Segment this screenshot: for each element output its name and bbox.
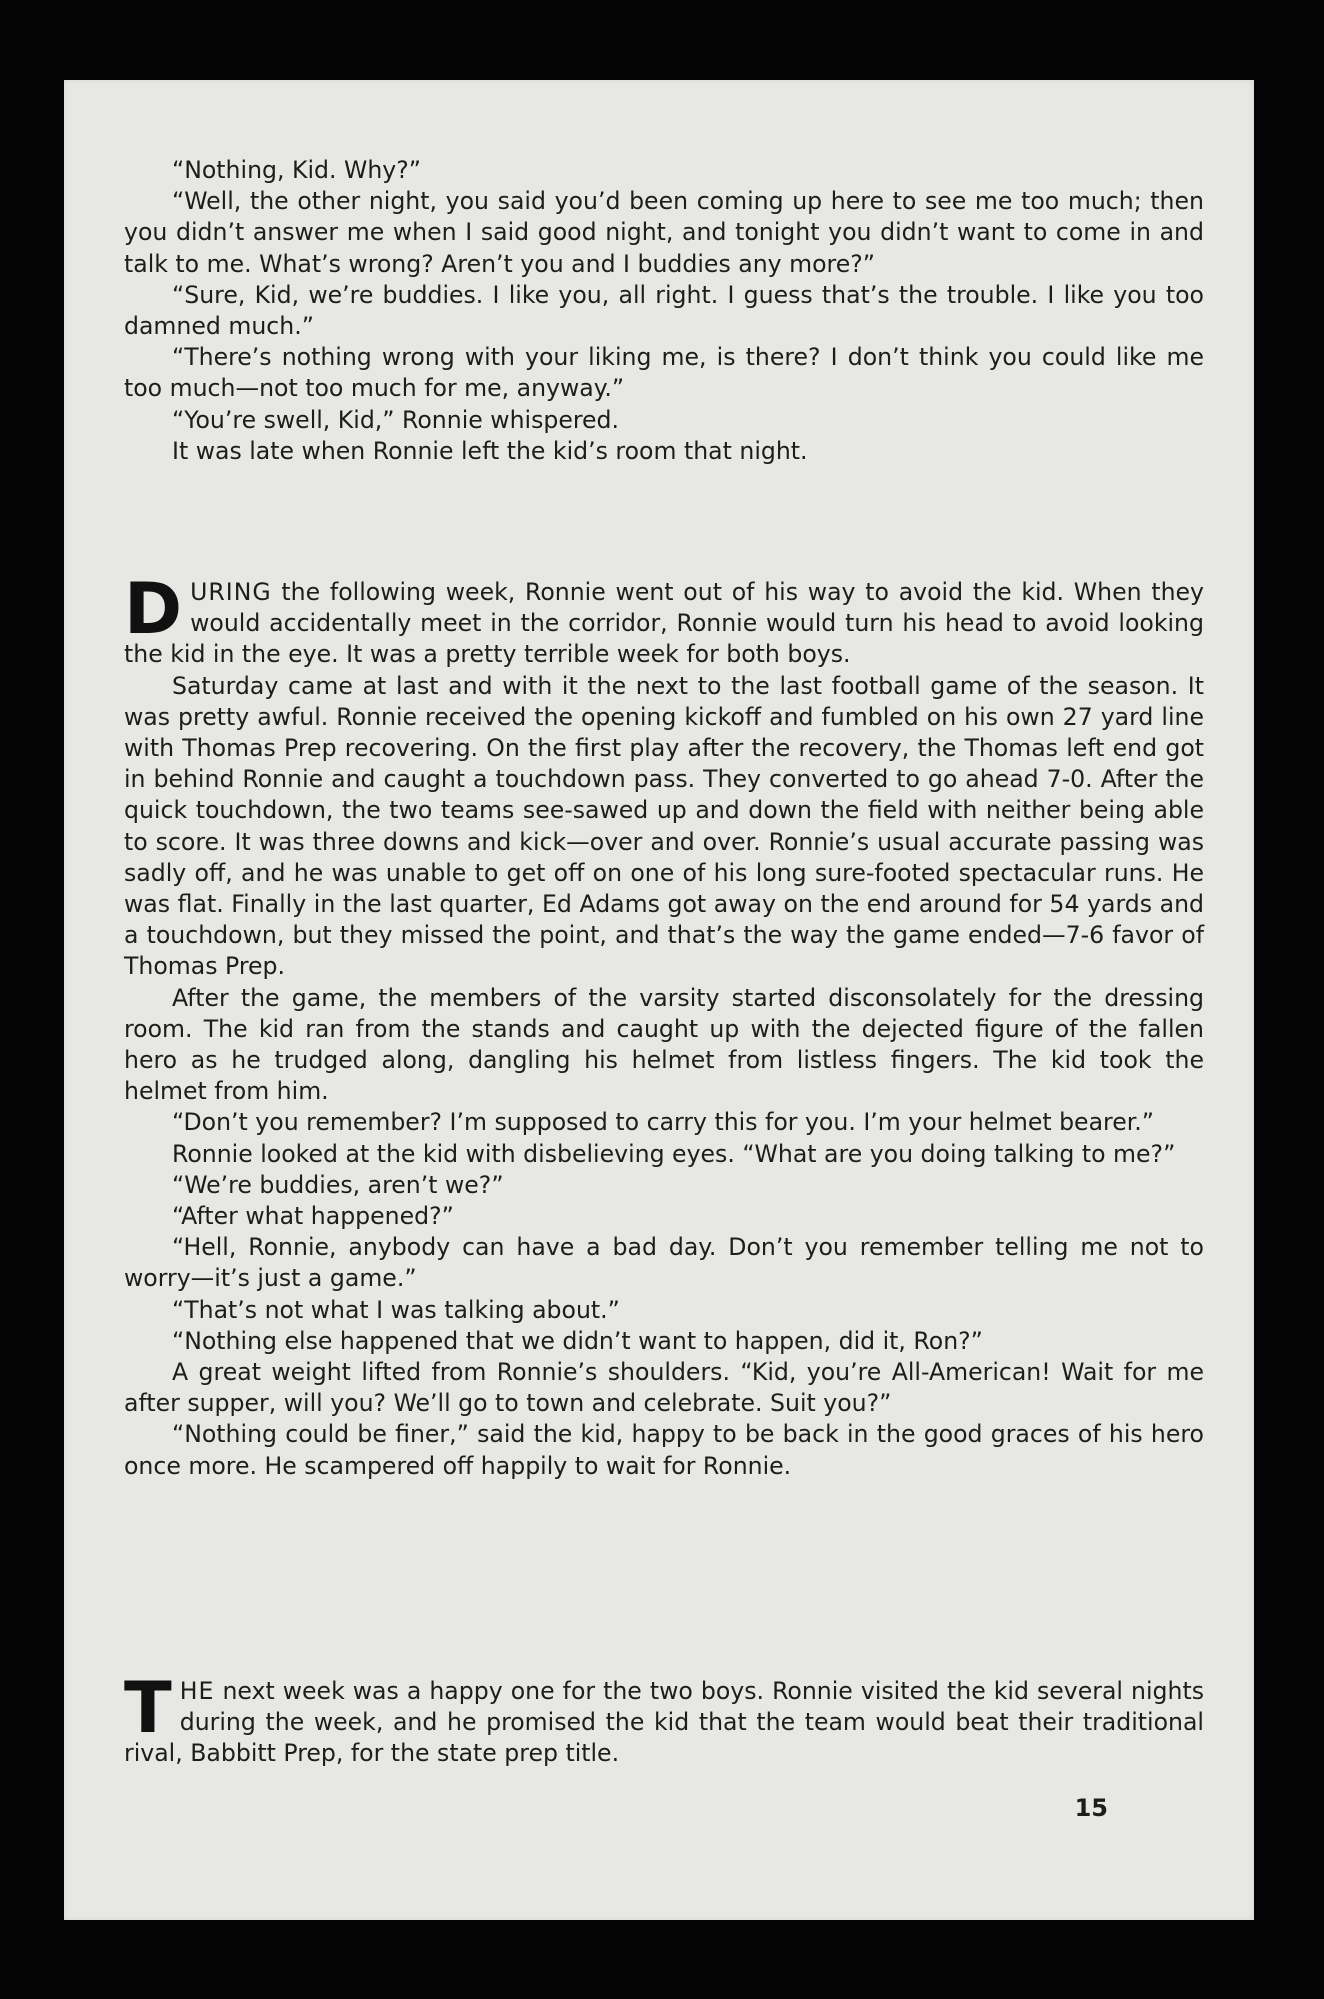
book-page xyxy=(64,80,1254,1920)
text-block-section-during xyxy=(124,568,1204,1482)
text-block-section-the-next-week xyxy=(124,1667,1204,1770)
small-caps-word: URING xyxy=(190,578,272,606)
text-block-opening xyxy=(124,155,1204,467)
drop-cap-letter: T xyxy=(124,1667,172,1749)
paragraph: After the game, the members of the varsity started disconsolately for the dressing room. The kid ran from the stands and caught up with the dejected figure of the fallen hero as he trudged along, dangling his helmet from listless fingers. The kid took the helmet from him. xyxy=(124,983,1204,1106)
drop-cap-letter: D xyxy=(124,568,183,650)
small-caps-word: HE xyxy=(179,1677,215,1705)
paragraph: “Nothing else happened that we didn’t want to happen, did it, Ron?” xyxy=(172,1326,983,1355)
paragraph: “Nothing could be finer,” said the kid, happy to be back in the good graces of his hero once more. He scampered off happily to wait for Ronnie. xyxy=(124,1420,1204,1480)
paragraph: “Well, the other night, you said you’d been coming up here to see me too much; then you didn’t answer me when I said good night, and tonight you didn’t want to come in and talk to me. What’s wrong? Aren’t you and I buddies any more?” xyxy=(124,187,1204,278)
section-lead-paragraph xyxy=(124,568,1204,671)
paragraph: “You’re swell, Kid,” Ronnie whispered. xyxy=(172,405,620,434)
paragraph: “We’re buddies, aren’t we?” xyxy=(172,1170,504,1199)
paragraph: A great weight lifted from Ronnie’s shoulders. “Kid, you’re All-American! Wait for me after supper, will you? We’ll go to town and celebrate. Suit you?” xyxy=(124,1358,1204,1418)
paragraph: Ronnie looked at the kid with disbelieving eyes. “What are you doing talking to me?” xyxy=(172,1139,1176,1168)
paragraph: “There’s nothing wrong with your liking me, is there? I don’t think you could like me too much—not too much for me, anyway.” xyxy=(124,343,1204,403)
section-lead-paragraph xyxy=(124,1667,1204,1770)
paragraph: “After what happened?” xyxy=(172,1202,454,1231)
paragraph: “Hell, Ronnie, anybody can have a bad day. Don’t you remember telling me not to worry—it’s just a game.” xyxy=(124,1233,1204,1293)
paragraph: It was late when Ronnie left the kid’s room that night. xyxy=(172,436,808,465)
paragraph: Saturday came at last and with it the next to the last football game of the season. It was pretty awful. Ronnie received the opening kickoff and fumbled on his own 27 yard line with Thomas Prep recovering. On the first play after the recovery, the Thomas left end got in behind Ronnie and caught a touchdown pass. They converted to go ahead 7-0. After the quick touchdown, the two teams see-sawed up and down the field with neither being able to score. It was three downs and kick—over and over. Ronnie’s usual accurate passing was sadly off, and he was unable to get off on one of his long sure-footed spectacular runs. He was flat. Finally in the last quarter, Ed Adams got away on the end around for 54 yards and a touchdown, but they missed the point, and that’s the way the game ended—7-6 favor of Thomas Prep. xyxy=(124,671,1204,981)
paragraph: “Don’t you remember? I’m supposed to carry this for you. I’m your helmet bearer.” xyxy=(172,1108,1154,1137)
section-lead-text: next week was a happy one for the two boys. Ronnie visited the kid several nights during the week, and he promised the kid that the team would beat their traditional rival, Babbitt Prep, for the state prep title. xyxy=(124,1677,1204,1768)
section-lead-text: the following week, Ronnie went out of his way to avoid the kid. When they would accidentally meet in the corridor, Ronnie would turn his head to avoid looking the kid in the eye. It was a pretty terrible week for both boys. xyxy=(124,578,1204,669)
paragraph: “Nothing, Kid. Why?” xyxy=(172,156,421,184)
paragraph: “Sure, Kid, we’re buddies. I like you, all right. I guess that’s the trouble. I like you too damned much.” xyxy=(124,280,1204,341)
paragraph: “That’s not what I was talking about.” xyxy=(172,1295,620,1324)
page-number: 15 xyxy=(1074,1794,1108,1822)
